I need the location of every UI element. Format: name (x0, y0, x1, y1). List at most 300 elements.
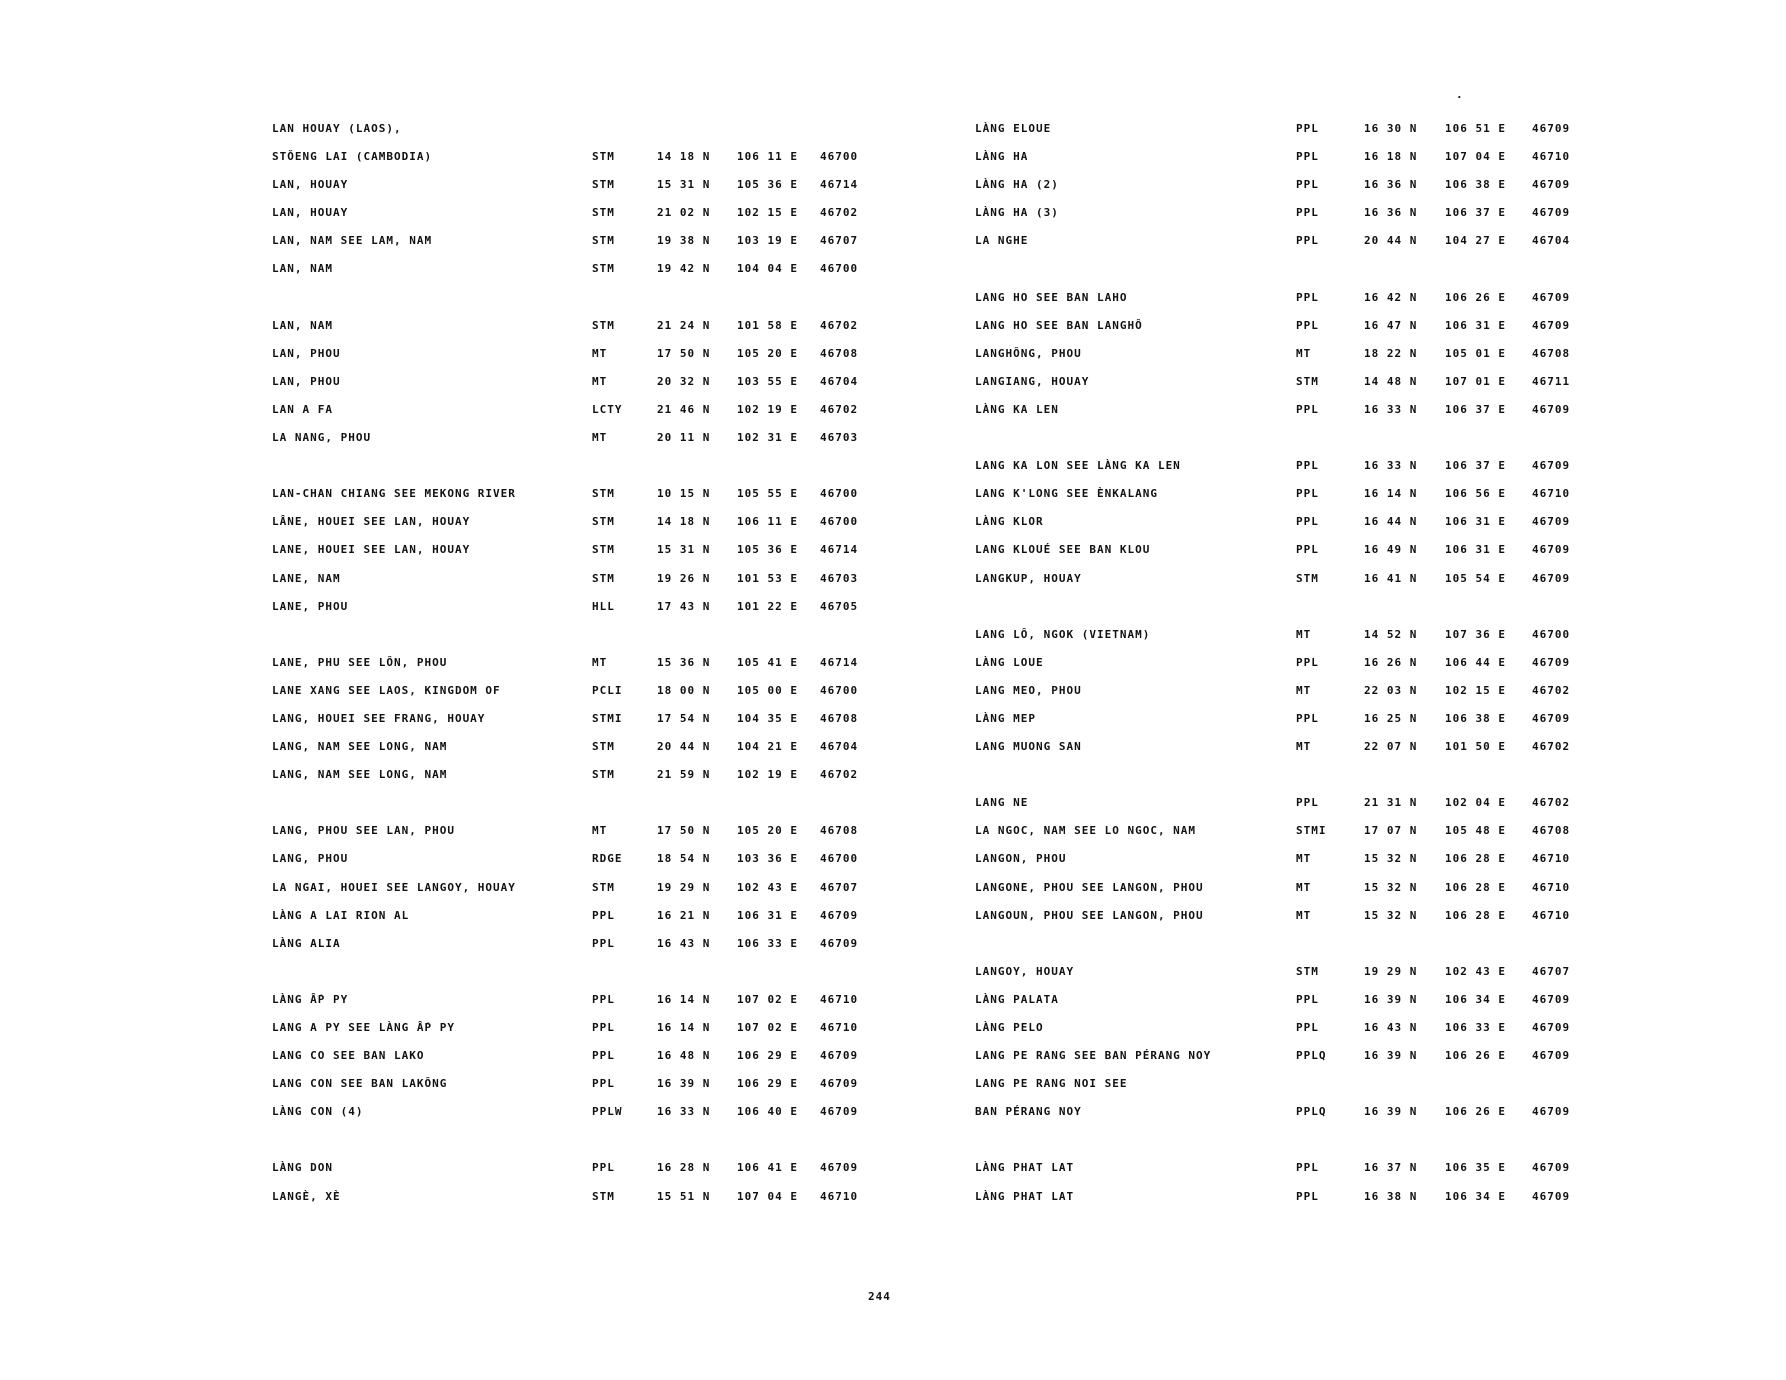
longitude: 107 36 E (1445, 627, 1506, 641)
sheet-number: 46710 (1532, 150, 1571, 164)
entry-name: LA NGAI, HOUEI SEE LANGOY, HOUAY (272, 880, 516, 894)
longitude: 106 56 E (1445, 487, 1506, 501)
sheet-number: 46708 (820, 346, 859, 360)
latitude: 14 18 N (657, 515, 711, 529)
sheet-number: 46709 (820, 908, 859, 922)
sheet-number: 46700 (820, 487, 859, 501)
entry-name: LANG KA LON SEE LÀNG KA LEN (975, 459, 1181, 473)
entry-name: LANG PE RANG NOI SEE (975, 1077, 1128, 1091)
longitude: 106 33 E (1445, 1021, 1506, 1034)
entry-name: LÀNG HA (3) (975, 206, 1059, 220)
longitude: 106 29 E (737, 1077, 798, 1091)
entry-name: LANGON, PHOU (975, 852, 1067, 866)
feature-code: MT (592, 346, 608, 360)
longitude: 106 38 E (1445, 178, 1506, 192)
latitude: 16 33 N (1364, 459, 1418, 473)
entry-name: LANGÈ, XÈ (272, 1189, 341, 1203)
feature-code: PPL (1296, 1161, 1319, 1175)
entry-name: LÀNG PELO (975, 1021, 1044, 1034)
entry-name: LAN, NAM (272, 262, 333, 276)
entry-name: LANG A PY SEE LÀNG ẤP PY (272, 1021, 455, 1034)
latitude: 15 32 N (1364, 852, 1418, 866)
sheet-number: 46708 (820, 711, 859, 725)
sheet-number: 46709 (1532, 992, 1571, 1006)
longitude: 104 21 E (737, 740, 798, 754)
sheet-number: 46707 (820, 880, 859, 894)
feature-code: STM (592, 880, 615, 894)
latitude: 15 31 N (657, 178, 711, 192)
feature-code: MT (1296, 627, 1312, 641)
longitude: 105 41 E (737, 655, 798, 669)
latitude: 20 44 N (657, 740, 711, 754)
sheet-number: 46709 (1532, 543, 1571, 557)
longitude: 106 28 E (1445, 852, 1506, 866)
longitude: 107 02 E (737, 992, 798, 1006)
entry-name: LANG, NAM SEE LONG, NAM (272, 740, 448, 754)
longitude: 102 19 E (737, 402, 798, 416)
entry-name: LÀNG DON (272, 1161, 333, 1175)
sheet-number: 46704 (820, 740, 859, 754)
entry-name: LÂNE, HOUEI SEE LAN, HOUAY (272, 515, 471, 529)
entry-name: LÀNG A LAI RION AL (272, 908, 410, 922)
feature-code: MT (592, 431, 608, 445)
feature-code: PPL (1296, 711, 1319, 725)
latitude: 14 48 N (1364, 374, 1418, 388)
sheet-number: 46709 (1532, 1161, 1571, 1175)
longitude: 104 04 E (737, 262, 798, 276)
latitude: 16 48 N (657, 1049, 711, 1063)
sheet-number: 46710 (1532, 852, 1571, 866)
sheet-number: 46702 (1532, 796, 1571, 810)
longitude: 106 51 E (1445, 122, 1506, 135)
entry-name: LANG MEO, PHOU (975, 683, 1082, 697)
latitude: 16 30 N (1364, 122, 1418, 135)
latitude: 15 32 N (1364, 908, 1418, 922)
sheet-number: 46702 (820, 206, 859, 220)
sheet-number: 46710 (1532, 487, 1571, 501)
longitude: 105 54 E (1445, 571, 1506, 585)
latitude: 16 39 N (1364, 1049, 1418, 1063)
feature-code: PPLQ (1296, 1049, 1327, 1063)
sheet-number: 46700 (820, 515, 859, 529)
longitude: 102 43 E (737, 880, 798, 894)
latitude: 16 43 N (657, 936, 711, 950)
sheet-number: 46700 (820, 852, 859, 866)
feature-code: PPL (1296, 234, 1319, 248)
longitude: 102 04 E (1445, 796, 1506, 810)
sheet-number: 46709 (1532, 122, 1571, 135)
latitude: 22 07 N (1364, 740, 1418, 754)
latitude: 16 14 N (657, 1021, 711, 1034)
entry-name: LA NANG, PHOU (272, 431, 372, 445)
longitude: 106 40 E (737, 1105, 798, 1119)
sheet-number: 46709 (1532, 1021, 1571, 1034)
feature-code: PPL (1296, 178, 1319, 192)
latitude: 19 38 N (657, 234, 711, 248)
feature-code: STM (1296, 374, 1319, 388)
sheet-number: 46700 (820, 262, 859, 276)
entry-name: LANGOY, HOUAY (975, 964, 1075, 978)
sheet-number: 46709 (1532, 206, 1571, 220)
feature-code: MT (1296, 880, 1312, 894)
entry-name: LANG, HOUEI SEE FRANG, HOUAY (272, 711, 486, 725)
sheet-number: 46709 (820, 1077, 859, 1091)
latitude: 15 51 N (657, 1189, 711, 1203)
sheet-number: 46703 (820, 431, 859, 445)
entry-name: LANGONE, PHOU SEE LANGON, PHOU (975, 880, 1204, 894)
latitude: 21 02 N (657, 206, 711, 220)
longitude: 101 50 E (1445, 740, 1506, 754)
latitude: 17 07 N (1364, 824, 1418, 838)
sheet-number: 46714 (820, 655, 859, 669)
sheet-number: 46705 (820, 599, 859, 613)
entry-name: LÀNG KA LEN (975, 402, 1059, 416)
entry-name: LANG, PHOU (272, 852, 349, 866)
longitude: 106 31 E (737, 908, 798, 922)
feature-code: PPL (1296, 402, 1319, 416)
feature-code: PPL (592, 1161, 615, 1175)
sheet-number: 46714 (820, 178, 859, 192)
entry-name: STŎENG LAI (CAMBODIA) (272, 150, 433, 164)
feature-code: STM (592, 318, 615, 332)
entry-name: LANE, HOUEI SEE LAN, HOUAY (272, 543, 471, 557)
sheet-number: 46708 (1532, 824, 1571, 838)
entry-name: LANG MUONG SAN (975, 740, 1082, 754)
feature-code: STM (592, 515, 615, 529)
feature-code: LCTY (592, 402, 623, 416)
feature-code: STM (592, 178, 615, 192)
entry-name: LÀNG PHAT LAT (975, 1189, 1075, 1203)
entry-name: LANG KLOUÉ SEE BAN KLOU (975, 543, 1151, 557)
longitude: 104 27 E (1445, 234, 1506, 248)
sheet-number: 46704 (820, 374, 859, 388)
sheet-number: 46709 (1532, 290, 1571, 304)
entry-name: LAN-CHAN CHIANG SEE MEKONG RIVER (272, 487, 516, 501)
longitude: 106 31 E (1445, 515, 1506, 529)
entry-name: LÀNG ẤP PY (272, 992, 349, 1006)
feature-code: MT (1296, 346, 1312, 360)
entry-name: LÀNG HA (975, 150, 1029, 164)
sheet-number: 46700 (820, 683, 859, 697)
feature-code: STM (1296, 964, 1319, 978)
feature-code: STM (592, 543, 615, 557)
latitude: 16 44 N (1364, 515, 1418, 529)
latitude: 16 14 N (1364, 487, 1418, 501)
feature-code: STM (592, 487, 615, 501)
entry-name: LANG, PHOU SEE LAN, PHOU (272, 824, 455, 838)
feature-code: PPL (1296, 206, 1319, 220)
sheet-number: 46709 (1532, 711, 1571, 725)
latitude: 16 33 N (1364, 402, 1418, 416)
latitude: 16 36 N (1364, 178, 1418, 192)
sheet-number: 46702 (1532, 740, 1571, 754)
longitude: 106 41 E (737, 1161, 798, 1175)
longitude: 105 36 E (737, 178, 798, 192)
longitude: 105 20 E (737, 346, 798, 360)
sheet-number: 46714 (820, 543, 859, 557)
feature-code: PPL (1296, 1021, 1319, 1034)
entry-name: LANG NE (975, 796, 1029, 810)
feature-code: RDGE (592, 852, 623, 866)
feature-code: PPL (592, 908, 615, 922)
entry-name: LAN, NAM (272, 318, 333, 332)
entry-name: LAN A FA (272, 402, 333, 416)
entry-name: LANG HO SEE BAN LAHO (975, 290, 1128, 304)
feature-code: PPL (1296, 515, 1319, 529)
longitude: 106 37 E (1445, 206, 1506, 220)
stray-mark: . (1456, 88, 1464, 101)
longitude: 106 31 E (1445, 543, 1506, 557)
longitude: 106 37 E (1445, 402, 1506, 416)
feature-code: STM (592, 150, 615, 164)
longitude: 105 01 E (1445, 346, 1506, 360)
longitude: 105 36 E (737, 543, 798, 557)
longitude: 107 04 E (1445, 150, 1506, 164)
sheet-number: 46711 (1532, 374, 1571, 388)
entry-name: LANG HO SEE BAN LANGHÔ (975, 318, 1143, 332)
sheet-number: 46710 (820, 992, 859, 1006)
sheet-number: 46710 (820, 1189, 859, 1203)
longitude: 106 29 E (737, 1049, 798, 1063)
feature-code: PPL (592, 1077, 615, 1091)
entry-name: LAN, HOUAY (272, 206, 349, 220)
feature-code: STM (592, 206, 615, 220)
feature-code: PPL (592, 992, 615, 1006)
sheet-number: 46702 (1532, 683, 1571, 697)
feature-code: MT (592, 374, 608, 388)
longitude: 106 37 E (1445, 459, 1506, 473)
sheet-number: 46704 (1532, 234, 1571, 248)
sheet-number: 46709 (1532, 318, 1571, 332)
latitude: 21 31 N (1364, 796, 1418, 810)
entry-name: LA NGOC, NAM SEE LO NGOC, NAM (975, 824, 1197, 838)
feature-code: MT (1296, 740, 1312, 754)
sheet-number: 46709 (1532, 655, 1571, 669)
longitude: 107 01 E (1445, 374, 1506, 388)
sheet-number: 46710 (1532, 880, 1571, 894)
entry-name: LÀNG ALIA (272, 936, 341, 950)
feature-code: STM (592, 740, 615, 754)
entry-name: LANG K'LONG SEE ÈNKALANG (975, 487, 1158, 501)
latitude: 14 18 N (657, 150, 711, 164)
latitude: 16 42 N (1364, 290, 1418, 304)
sheet-number: 46709 (1532, 571, 1571, 585)
sheet-number: 46702 (820, 402, 859, 416)
latitude: 20 11 N (657, 431, 711, 445)
latitude: 16 39 N (657, 1077, 711, 1091)
latitude: 19 42 N (657, 262, 711, 276)
latitude: 16 28 N (657, 1161, 711, 1175)
feature-code: MT (592, 824, 608, 838)
feature-code: STM (592, 571, 615, 585)
sheet-number: 46709 (820, 936, 859, 950)
feature-code: STM (592, 768, 615, 782)
longitude: 106 26 E (1445, 1049, 1506, 1063)
latitude: 18 00 N (657, 683, 711, 697)
feature-code: PPL (1296, 655, 1319, 669)
longitude: 106 28 E (1445, 908, 1506, 922)
longitude: 103 36 E (737, 852, 798, 866)
feature-code: PPL (1296, 543, 1319, 557)
latitude: 18 22 N (1364, 346, 1418, 360)
feature-code: PPL (592, 1049, 615, 1063)
feature-code: PCLI (592, 683, 623, 697)
sheet-number: 46709 (1532, 1105, 1571, 1119)
entry-name: LANE, PHU SEE LÔN, PHOU (272, 655, 448, 669)
longitude: 106 31 E (1445, 318, 1506, 332)
longitude: 106 26 E (1445, 290, 1506, 304)
entry-name: LÀNG HA (2) (975, 178, 1059, 192)
entry-name: LA NGHE (975, 234, 1029, 248)
entry-name: LÀNG ELOUE (975, 122, 1052, 135)
entry-name: LAN, PHOU (272, 374, 341, 388)
feature-code: PPL (592, 1021, 615, 1034)
longitude: 105 55 E (737, 487, 798, 501)
entry-name: LÀNG PHAT LAT (975, 1161, 1075, 1175)
longitude: 102 19 E (737, 768, 798, 782)
sheet-number: 46710 (1532, 908, 1571, 922)
sheet-number: 46703 (820, 571, 859, 585)
latitude: 21 46 N (657, 402, 711, 416)
entry-name: LÀNG MEP (975, 711, 1036, 725)
latitude: 22 03 N (1364, 683, 1418, 697)
latitude: 15 32 N (1364, 880, 1418, 894)
longitude: 102 31 E (737, 431, 798, 445)
latitude: 16 14 N (657, 992, 711, 1006)
latitude: 19 29 N (657, 880, 711, 894)
entry-name: LÀNG PALATA (975, 992, 1059, 1006)
entry-name: LANGKUP, HOUAY (975, 571, 1082, 585)
longitude: 107 04 E (737, 1189, 798, 1203)
sheet-number: 46702 (820, 318, 859, 332)
feature-code: MT (1296, 852, 1312, 866)
longitude: 102 15 E (1445, 683, 1506, 697)
longitude: 107 02 E (737, 1021, 798, 1034)
sheet-number: 46708 (820, 824, 859, 838)
longitude: 102 43 E (1445, 964, 1506, 978)
entry-name: BAN PÉRANG NOY (975, 1105, 1082, 1119)
latitude: 17 54 N (657, 711, 711, 725)
longitude: 106 33 E (737, 936, 798, 950)
latitude: 15 36 N (657, 655, 711, 669)
latitude: 16 43 N (1364, 1021, 1418, 1034)
feature-code: STMI (1296, 824, 1327, 838)
latitude: 20 44 N (1364, 234, 1418, 248)
feature-code: STMI (592, 711, 623, 725)
longitude: 106 35 E (1445, 1161, 1506, 1175)
longitude: 101 53 E (737, 571, 798, 585)
feature-code: PPL (1296, 459, 1319, 473)
entry-name: LANG CON SEE BAN LAKÔNG (272, 1077, 448, 1091)
feature-code: PPL (1296, 318, 1319, 332)
latitude: 18 54 N (657, 852, 711, 866)
sheet-number: 46709 (1532, 178, 1571, 192)
feature-code: PPLQ (1296, 1105, 1327, 1119)
longitude: 106 28 E (1445, 880, 1506, 894)
feature-code: STM (592, 234, 615, 248)
entry-name: LANG CO SEE BAN LAKO (272, 1049, 425, 1063)
longitude: 106 44 E (1445, 655, 1506, 669)
sheet-number: 46709 (820, 1049, 859, 1063)
feature-code: MT (1296, 683, 1312, 697)
page-number: 244 (868, 1290, 891, 1303)
feature-code: PPL (1296, 1189, 1319, 1203)
longitude: 101 22 E (737, 599, 798, 613)
entry-name: LANG PE RANG SEE BAN PÉRANG NOY (975, 1049, 1212, 1063)
longitude: 106 26 E (1445, 1105, 1506, 1119)
longitude: 106 38 E (1445, 711, 1506, 725)
latitude: 16 25 N (1364, 711, 1418, 725)
latitude: 17 43 N (657, 599, 711, 613)
latitude: 16 38 N (1364, 1189, 1418, 1203)
entry-name: LANE, NAM (272, 571, 341, 585)
latitude: 15 31 N (657, 543, 711, 557)
entry-name: LAN HOUAY (LAOS), (272, 122, 402, 135)
latitude: 16 26 N (1364, 655, 1418, 669)
entry-name: LANGIANG, HOUAY (975, 374, 1090, 388)
latitude: 16 39 N (1364, 992, 1418, 1006)
longitude: 104 35 E (737, 711, 798, 725)
sheet-number: 46709 (1532, 1049, 1571, 1063)
latitude: 16 39 N (1364, 1105, 1418, 1119)
entry-name: LÀNG CON (4) (272, 1105, 364, 1119)
latitude: 19 26 N (657, 571, 711, 585)
entry-name: LÀNG KLOR (975, 515, 1044, 529)
longitude: 105 00 E (737, 683, 798, 697)
entry-name: LAN, NAM SEE LAM, NAM (272, 234, 433, 248)
sheet-number: 46708 (1532, 346, 1571, 360)
entry-name: LANG LÔ, NGOK (VIETNAM) (975, 627, 1151, 641)
feature-code: PPL (1296, 992, 1319, 1006)
feature-code: PPLW (592, 1105, 623, 1119)
longitude: 101 58 E (737, 318, 798, 332)
longitude: 106 34 E (1445, 992, 1506, 1006)
longitude: 106 11 E (737, 515, 798, 529)
longitude: 106 11 E (737, 150, 798, 164)
entry-name: LAN, PHOU (272, 346, 341, 360)
latitude: 16 33 N (657, 1105, 711, 1119)
feature-code: PPL (1296, 150, 1319, 164)
latitude: 16 41 N (1364, 571, 1418, 585)
latitude: 16 36 N (1364, 206, 1418, 220)
latitude: 16 49 N (1364, 543, 1418, 557)
entry-name: LAN, HOUAY (272, 178, 349, 192)
feature-code: STM (592, 262, 615, 276)
entry-name: LANE, PHOU (272, 599, 349, 613)
feature-code: PPL (1296, 487, 1319, 501)
sheet-number: 46702 (820, 768, 859, 782)
sheet-number: 46709 (820, 1161, 859, 1175)
longitude: 105 20 E (737, 824, 798, 838)
sheet-number: 46709 (1532, 515, 1571, 529)
latitude: 16 37 N (1364, 1161, 1418, 1175)
sheet-number: 46710 (820, 1021, 859, 1034)
feature-code: PPL (592, 936, 615, 950)
latitude: 21 24 N (657, 318, 711, 332)
feature-code: STM (592, 1189, 615, 1203)
sheet-number: 46707 (1532, 964, 1571, 978)
latitude: 14 52 N (1364, 627, 1418, 641)
sheet-number: 46709 (1532, 459, 1571, 473)
entry-name: LANE XANG SEE LAOS, KINGDOM OF (272, 683, 501, 697)
feature-code: HLL (592, 599, 615, 613)
entry-name: LANGHÔNG, PHOU (975, 346, 1082, 360)
sheet-number: 46709 (1532, 1189, 1571, 1203)
longitude: 106 34 E (1445, 1189, 1506, 1203)
latitude: 10 15 N (657, 487, 711, 501)
feature-code: MT (1296, 908, 1312, 922)
latitude: 20 32 N (657, 374, 711, 388)
